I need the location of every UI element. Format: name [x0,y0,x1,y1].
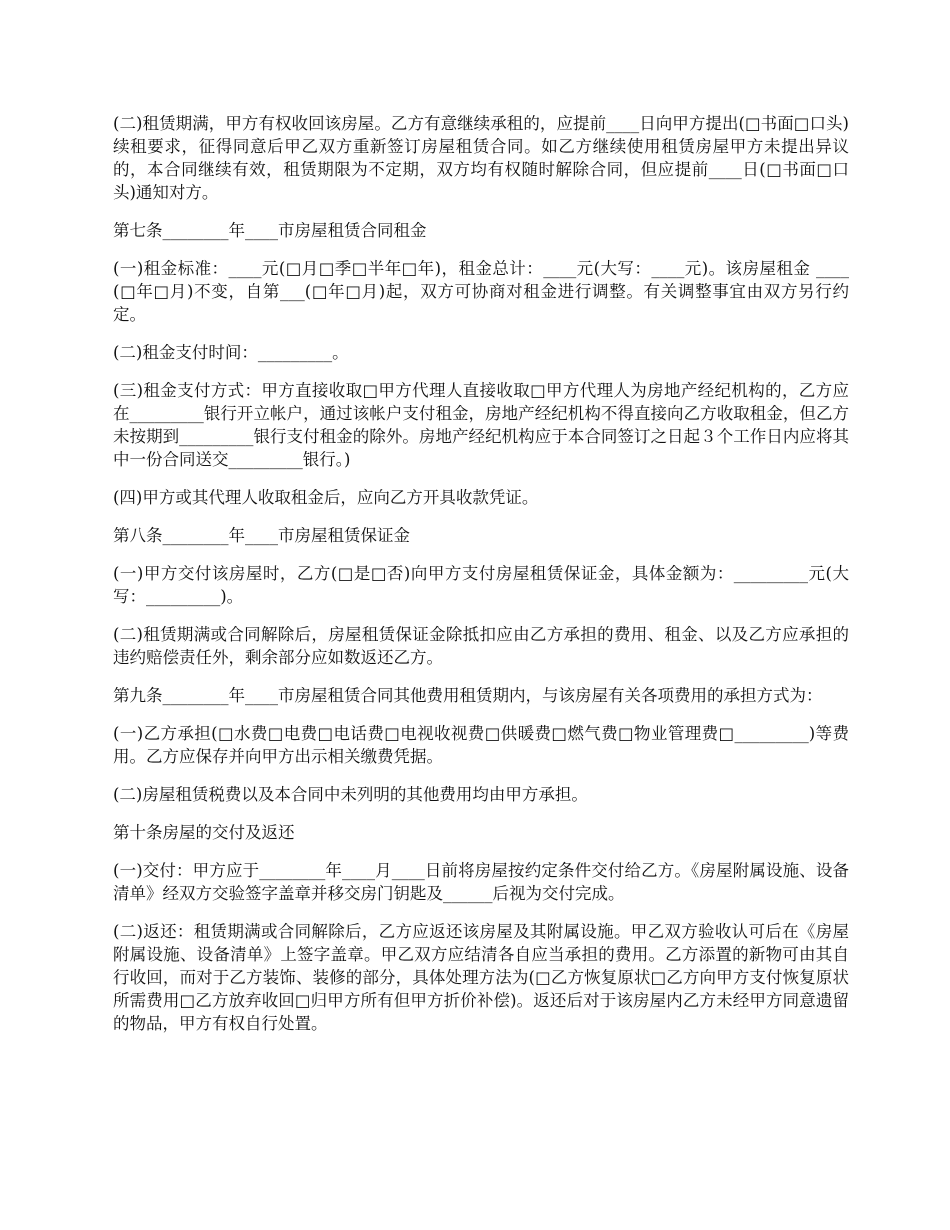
paragraph-renewal: (二)租赁期满，甲方有权收回该房屋。乙方有意继续承租的，应提前____日向甲方提出(□书面□口头)续租要求，征得同意后甲乙双方重新签订房屋租赁合同。如乙方继续使用租赁房屋甲方未提出异议的，本合同继续有效，租赁期限为不定期，双方均有权随时解除合同，但应提前____日(□书面□口头)通知对方。 [113,114,849,202]
paragraph-rent-payment-method: (三)租金支付方式：甲方直接收取□甲方代理人直接收取□甲方代理人为房地产经纪机构的，乙方应在_________银行开立帐户，通过该帐户支付租金，房地产经纪机构不得直接向乙方收取租金，但乙方未按期到_________银行支付租金的除外。房地产经纪机构应于本合同签订之日起３个工作日内应将其中一份合同送交_________银行。) [113,381,849,469]
paragraph-return: (二)返还：租赁期满或合同解除后，乙方应返还该房屋及其附属设施。甲乙双方验收认可后在《房屋附属设施、设备清单》上签字盖章。甲乙双方应结清各自应当承担的费用。乙方添置的新物可由其自行收回，而对于乙方装饰、装修的部分，具体处理方法为(□乙方恢复原状□乙方向甲方支付恢复原状所需费用□乙方放弃收回□归甲方所有但甲方折价补偿)。返还后对于该房屋内乙方未经甲方同意遗留的物品，甲方有权自行处置。 [113,922,849,1033]
paragraph-delivery: (一)交付：甲方应于________年____月____日前将房屋按约定条件交付给乙方。《房屋附属设施、设备清单》经双方交验签字盖章并移交房门钥匙及______后视为交付完成。 [113,861,849,903]
heading-article-8-deposit: 第八条________年____市房屋租赁保证金 [113,526,410,545]
paragraph-deposit-amount: (一)甲方交付该房屋时，乙方(□是□否)向甲方支付房屋租赁保证金，具体金额为：_________元(大写：_________)。 [113,564,849,606]
heading-article-9-other-fees: 第九条________年____市房屋租赁合同其他费用租赁期内，与该房屋有关各项费用的承担方式为： [113,686,823,705]
paragraph-deposit-return: (二)租赁期满或合同解除后，房屋租赁保证金除抵扣应由乙方承担的费用、租金、以及乙方应承担的违约赔偿责任外，剩余部分应如数返还乙方。 [113,625,849,667]
paragraph-rent-payment-time: (二)租金支付时间：_________。 [113,343,349,362]
paragraph-landlord-taxes: (二)房屋租赁税费以及本合同中未列明的其他费用均由甲方承担。 [113,785,588,804]
paragraph-rent-receipt: (四)甲方或其代理人收取租金后，应向乙方开具收款凭证。 [113,488,539,507]
paragraph-rent-standard: (一)租金标准：____元(□月□季□半年□年)，租金总计：____元(大写：____元)。该房屋租金 ____(□年□月)不变，自第___(□年□月)起，双方可协商对租金进行调整。有关调整事宜由双方另行约定。 [113,259,849,324]
document-body [113,112,849,1050]
paragraph-tenant-fees: (一)乙方承担(□水费□电费□电话费□电视收视费□供暖费□燃气费□物业管理费□_________)等费用。乙方应保存并向甲方出示相关缴费凭据。 [113,724,849,766]
heading-article-7-rent: 第七条________年____市房屋租赁合同租金 [113,221,427,240]
heading-article-10-delivery-return: 第十条房屋的交付及返还 [113,823,295,842]
